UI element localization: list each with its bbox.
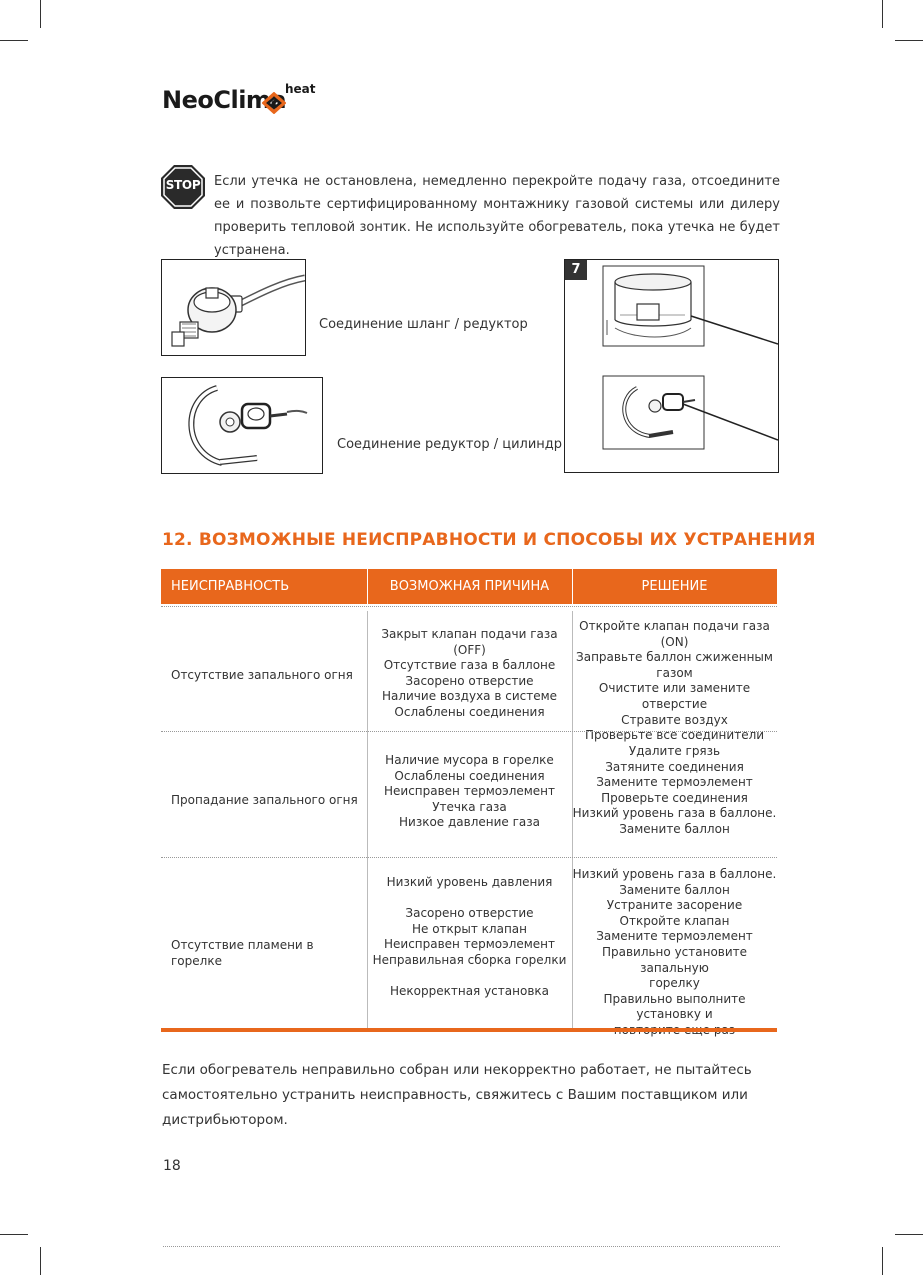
cause-item: Низкое давление газа [399,815,540,830]
solution-item: Удалите грязь [628,744,721,758]
stop-badge-text: STOP [165,178,201,192]
row-divider [161,606,777,607]
solution-item: Замените термоэлемент [596,929,753,944]
row-1-solutions [572,619,777,744]
row-2-solutions [572,744,777,838]
warning-text: Если утечка не остановлена, немедленно перекройте подачу газа, отсоедините ее и позвольте сертифицированному монтажнику газовой системы или дилеру проверить тепловой зонтик. Не используйте обогреватель, пока утечка не будет устранена. [214,174,780,258]
row-3-solutions [572,867,777,1039]
section-title: 12. ВОЗМОЖНЫЕ НЕИСПРАВНОСТИ И СПОСОБЫ ИХ УСТРАНЕНИЯ [162,530,816,550]
header-cause: ВОЗМОЖНАЯ ПРИЧИНА [389,579,550,594]
cause-item: Засорено отверстие [405,673,534,688]
caption-regulator-cylinder: Соединение редуктор / цилиндр [337,437,563,452]
cause-item: Ослаблены соединения [394,768,545,783]
row-3-causes [367,875,572,1000]
solution-item: Устраните засорение [606,898,743,913]
cause-item: Неисправен термоэлемент [383,937,556,952]
crop-mark [0,1234,28,1235]
cause-item: Не открыт клапан [411,921,527,936]
footer-note: Если обогреватель неправильно собран или некорректно работает, не пытайтесь самостоятельно устранить неисправность, свяжитесь с Вашим поставщиком или дистрибьютором. [162,1062,752,1128]
solution-item: Затяните соединения [605,759,744,774]
solution-item: Откройте клапан [619,913,730,928]
header-problem: НЕИСПРАВНОСТЬ [171,579,290,594]
row-2-causes [367,753,572,831]
regulator-cylinder-image [161,377,323,474]
solution-item: Заправьте баллон сжиженным [576,650,773,665]
row-divider [161,731,777,732]
figure-7-image [564,259,779,473]
cause-item: Наличие мусора в горелке [385,753,554,767]
figure-number: 7 [571,262,581,277]
cause-item: Утечка газа [432,799,507,814]
solution-item: Проверьте соединения [601,790,748,805]
solution-item: Откройте клапан подачи газа (ON) [579,619,770,649]
solution-item: горелку [649,976,700,991]
cause-item: Некорректная установка [390,984,549,999]
row-1-problem: Отсутствие запального огня [171,668,353,682]
brand-logo [162,82,316,116]
solution-item: Стравите воздух [621,712,728,727]
header-solution: РЕШЕНИЕ [641,579,708,594]
crop-mark [895,1234,923,1235]
solution-item: Очистите или замените отверстие [598,681,751,711]
cause-spacer [367,969,572,985]
troubleshooting-table [161,569,777,1039]
crop-mark [0,40,28,41]
solution-item: Низкий уровень газа в баллоне. [572,806,777,821]
solution-item: Правильно установите запальную [601,944,748,975]
solution-item: газом [656,665,693,680]
cause-item: Наличие воздуха в системе [381,689,558,704]
cause-item: Низкий уровень давления [386,875,553,889]
crop-mark [40,0,41,28]
page-bottom-rule [163,1246,780,1247]
row-divider [161,857,777,858]
page-number: 18 [163,1158,181,1174]
cause-spacer [367,891,572,907]
solution-item: Замените баллон [619,821,730,836]
brand-sub: heat [285,82,316,96]
solution-item: Правильно выполните установку и [603,991,746,1022]
crop-mark [882,0,883,28]
cause-item: Неисправен термоэлемент [383,784,556,799]
caption-hose-regulator: Соединение шланг / редуктор [319,317,528,332]
stop-sign [160,164,206,210]
cause-item: Засорено отверстие [405,906,534,921]
cause-item: Закрыт клапан подачи газа (OFF) [381,627,558,657]
hose-regulator-image [161,259,306,356]
row-1-causes [367,627,572,721]
solution-item: Замените баллон [619,882,730,897]
solution-item: Низкий уровень газа в баллоне. [572,867,777,881]
table-header [161,569,777,604]
crop-mark [40,1247,41,1275]
cause-item: Неправильная сборка горелки [372,952,567,967]
cause-item: Отсутствие газа в баллоне [383,658,556,673]
row-3-problem: Отсутствие пламени в горелке [171,938,314,968]
brand-name: NeoClima [162,86,287,114]
row-2-problem: Пропадание запального огня [171,793,358,807]
crop-mark [882,1247,883,1275]
crop-mark [895,40,923,41]
table-bottom-bar [161,1028,777,1032]
diamond-logo-icon [262,92,286,114]
cause-item: Ослаблены соединения [394,704,545,719]
solution-item: Замените термоэлемент [596,775,753,790]
solution-item: Проверьте все соединители [584,728,765,743]
